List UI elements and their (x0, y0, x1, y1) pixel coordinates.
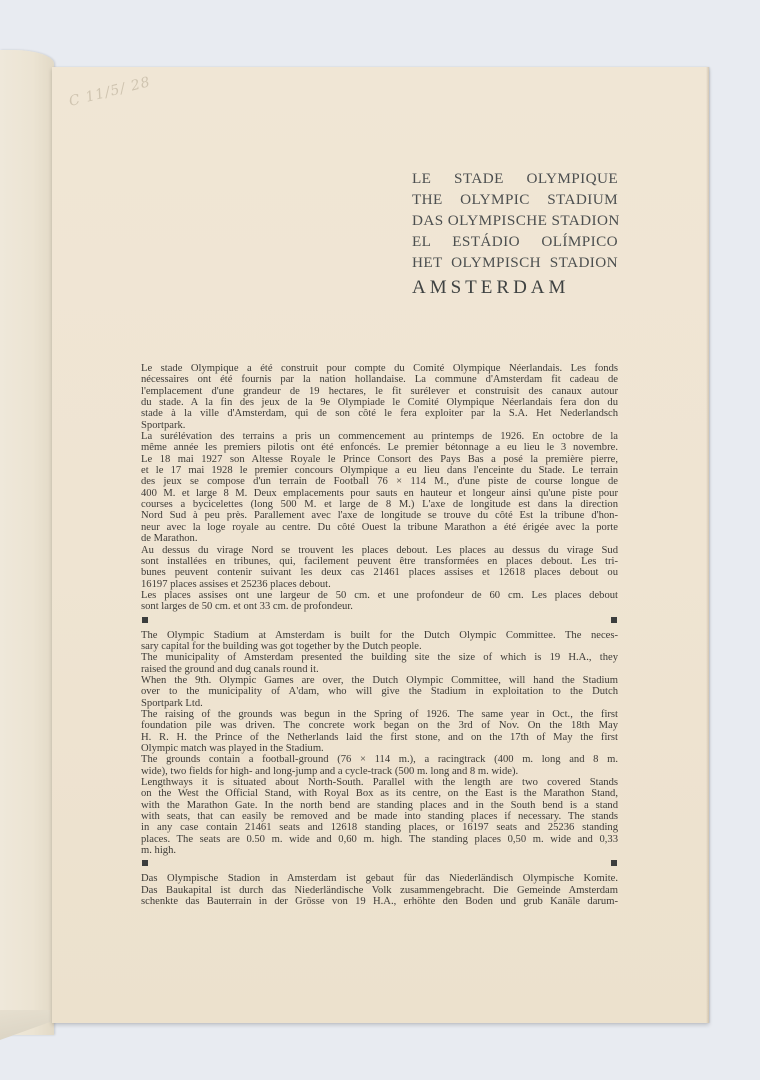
text-line: on the West the Official Stand, with Royal Box as its centre, on the East is the Marathon Stand, (141, 788, 618, 800)
text-line: The municipality of Amsterdam presented the building site the size of which is 19 H.A., they (141, 652, 618, 664)
text-line: stade à la ville d'Amsterdam, qui de son côté le fera exploiter par la S.A. Het Nederlandsch (141, 408, 618, 420)
text-line: et le 17 mai 1928 le premier concours Olympique a eu lieu dans l'enceinte du Stade. Le terrain (141, 465, 618, 477)
square-bullet-icon (142, 617, 148, 623)
text-line: with seats, that can easily be removed and be made into standing places if necessary. The stands (141, 811, 618, 823)
body-text (141, 363, 618, 907)
document-page (52, 67, 709, 1023)
title-french: LE STADE OLYMPIQUE (412, 170, 618, 187)
text-line: The Olympic Stadium at Amsterdam is built for the Dutch Olympic Committee. The neces- (141, 629, 618, 641)
text-line: sont installées en tribunes, qui, facilement peuvent être transformées en places debout. Les tri- (141, 555, 618, 567)
text-line: neur avec la loge royale au centre. Du côté Ouest la tribune Marathon a été érigée avec la porte (141, 521, 618, 533)
text-line: courses a bycicelettes (long 500 M. et large de 8 M.) L'axe de longitude est dans la direction (141, 499, 618, 511)
text-line: Sportpark. (141, 419, 186, 431)
text-line: with the Marathon Gate. In the north bend are standing places and in the South bend is a stand (141, 799, 618, 811)
text-line: Sportpark Ltd. (141, 697, 203, 709)
text-line: du stade. A la fin des jeux de la 9e Olympiade le Comité Olympique Néerlandais fera don du (141, 397, 618, 409)
title-block (412, 168, 618, 302)
text-line: même année les premiers pilotis ont été enfoncés. Le premier bétonnage a eu lieu le 3 novembre. (141, 442, 618, 454)
french-section (141, 363, 618, 613)
text-line: 16197 places assises et 25236 places debout. (141, 578, 331, 590)
title-spanish: EL ESTÁDIO OLÍMPICO (412, 233, 618, 251)
text-line: bunes peuvent contenir suivant les deux cas 21461 places assises et 12618 places debout ou (141, 567, 618, 579)
text-line: des jeux se compose d'un terrain de Football 76 × 114 M., d'une piste de course longue de (141, 476, 618, 488)
text-line: When the 9th. Olympic Games are over, the Dutch Olympic Committee, will hand the Stadium (141, 674, 618, 686)
title-german: DAS OLYMPISCHE STADION (412, 212, 620, 230)
text-line: sont larges de 50 cm. et ont 33 cm. de profondeur. (141, 601, 353, 613)
text-line: Das Baukapital ist durch das Niederländische Volk zusammengebracht. Die Gemeinde Amsterdam (141, 884, 618, 896)
text-line: H. R. H. the Prince of the Netherlands laid the first stone, and on the 17th of May the first (141, 731, 618, 743)
text-line: de Marathon. (141, 533, 198, 545)
text-line: places. The seats are 0.50 m. wide and 0,60 m. high. The standing places 0,50 m. wide and 0,33 (141, 833, 618, 845)
text-line: Lengthways it is situated about North-South. Parallel with the length are two covered Stands (141, 777, 618, 789)
english-section (141, 630, 618, 857)
text-line: wide), two fields for high- and long-jump and a cycle-track (500 m. long and 8 m. wide). (141, 765, 519, 777)
text-line: Nord Sud à peu près. Parallement avec l'axe de longitude se trouve du côté Est la tribune d'hon- (141, 510, 618, 522)
pencil-annotation: C 11/5/ 28 (67, 74, 153, 110)
text-line: Olympic match was played in the Stadium. (141, 743, 324, 754)
page-edge-shadow (706, 67, 709, 1023)
text-line: Le 18 mai 1927 son Altesse Royale le Prince Consort des Pays Bas a posé la première pierre, (141, 453, 618, 465)
title-city: AMSTERDAM (412, 277, 570, 299)
text-line: nécessaires ont été fournis par la nation hollandaise. La commune d'Amsterdam fit cadeau de (141, 374, 618, 386)
square-bullet-icon (611, 617, 617, 623)
text-line: raised the ground and dug canals round it. (141, 663, 319, 675)
text-line: 400 M. et large 8 M. Deux emplacements pour sauts en hauteur et longeur ainsi qu'une piste pour (141, 487, 618, 499)
text-line: Le stade Olympique a été construit pour compte du Comité Olympique Néerlandais. Les fonds (141, 363, 618, 374)
text-line: Au dessus du virage Nord se trouvent les places debout. Les places au dessus du virage Sud (141, 544, 618, 556)
text-line: over to the municipality of A'dam, who will give the Stadium in exploitation to the Dutch (141, 686, 618, 698)
text-line: l'emplacement d'une grandeur de 19 hectares, le fit surélever et construisit des canaux autour (141, 385, 618, 397)
text-line: Das Olympische Stadion in Amsterdam ist gebaut für das Niederländisch Olympische Komite. (141, 873, 618, 885)
german-section (141, 873, 618, 907)
text-line: Les places assises ont une largeur de 50 cm. et une profondeur de 60 cm. Les places debout (141, 589, 618, 601)
text-line: The raising of the grounds was begun in the Spring of 1926. The same year in Oct., the first (141, 708, 618, 720)
section-divider (141, 615, 618, 626)
text-line: foundation pile was driven. The concrete work began on the 3rd of Nov. On the 18th May (141, 720, 618, 732)
square-bullet-icon (142, 860, 148, 866)
text-line: m. high. (141, 845, 177, 857)
text-line: in any case contain 21461 seats and 12618 standing places, or 16197 seats and 25236 standing (141, 822, 618, 834)
title-dutch: HET OLYMPISCH STADION (412, 254, 618, 272)
back-cover-edge (0, 50, 54, 1035)
text-line: sary capital for the building was got together by the Dutch people. (141, 640, 422, 652)
section-divider (141, 858, 618, 869)
text-line: The grounds contain a football-ground (76 × 114 m.), a racingtrack (400 m. long and 8 m. (141, 754, 618, 766)
title-english: THE OLYMPIC STADIUM (412, 191, 618, 209)
square-bullet-icon (611, 860, 617, 866)
text-line: schenkte das Bauterrain in der Grösse von 19 H.A., erhöhte den Boden und grub Kanäle darum- (141, 896, 618, 908)
text-line: La surélévation des terrains a pris un commencement au printemps de 1926. En octobre de la (141, 431, 618, 443)
